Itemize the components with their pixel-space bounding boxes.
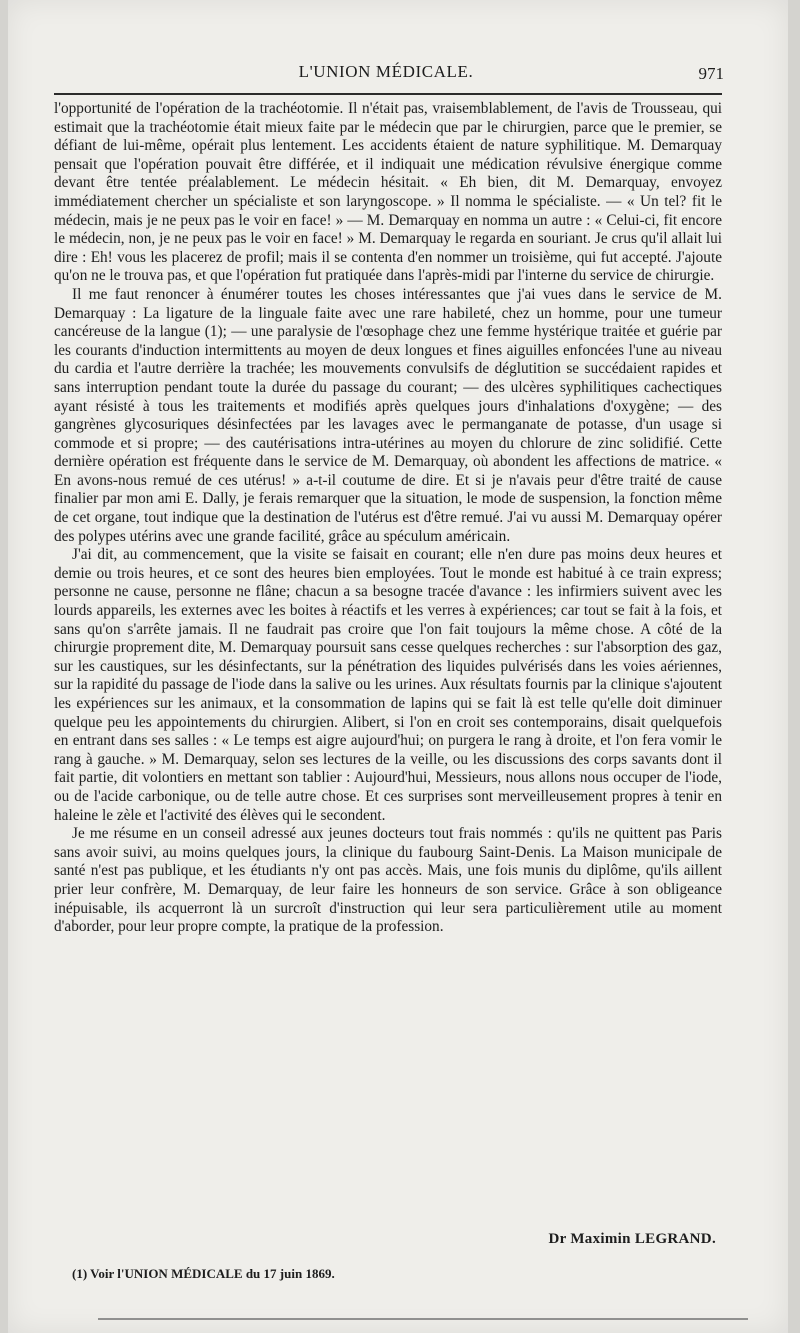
running-title: L'UNION MÉDICALE. [298, 62, 474, 81]
header-rule [54, 93, 722, 95]
article-body [54, 100, 722, 937]
bottom-rule [98, 1318, 748, 1320]
paragraph-1: l'opportunité de l'opération de la trachéotomie. Il n'était pas, vraisemblablement, de l'avis de Trousseau, qui estimait que la trachéotomie était mieux faite par le médecin que par le chirurgien, parce que le premier, se défiant de lui-même, opérait plus lentement. Les accidents étaient de nature syphilitique. M. Demarquay pensait que l'opération pouvait être différée, et il indiquait une médication révulsive énergique comme devant être tentée préalablement. Le médecin hésitait. « Eh bien, dit M. Demarquay, envoyez immédiatement chercher un spécialiste et son laryngoscope. » Il nomma le spécialiste. — « Un tel? fit le médecin, mais je ne peux pas le voir en face! » — M. Demarquay en nomma un autre : « Celui-ci, fit encore le médecin, non, je ne peux pas le voir en face! » M. Demarquay le regarda en souriant. Je crus qu'il allait lui dire : Eh! vous les placerez de profil; mais il se contenta d'en nommer un troisième, qui fut accepté. J'ajoute qu'on ne le trouva pas, et que l'opération fut pratiquée dans l'après-midi par l'interne du service de chirurgie. [54, 100, 722, 285]
page-header [54, 62, 724, 86]
footnote: (1) Voir l'UNION MÉDICALE du 17 juin 1869. [72, 1266, 335, 1281]
paragraph-2: Il me faut renoncer à énumérer toutes les choses intéressantes que j'ai vues dans le service de M. Demarquay : La ligature de la linguale faite avec une rare habileté, chez un homme, pour une tumeur cancéreuse de la langue (1); — une paralysie de l'œsophage chez une femme hystérique traitée et guérie par les courants d'induction intermittents au moyen de deux longues et fines aiguilles enfoncées l'une au niveau du cardia et l'autre derrière la trachée; les mouvements convulsifs de déglutition se succédaient rapides et sans interruption pendant toute la durée du passage du courant; — des ulcères syphilitiques cachectiques ayant résisté à tous les traitements et modifiés après quelques jours d'inhalations d'oxygène; — des gangrènes glycosuriques désinfectées par les lavages avec le permanganate de potasse, d'un usage si commode et si propre; — des cautérisations intra-utérines au moyen du chlorure de zinc solidifié. Cette dernière opération est fréquente dans le service de M. Demarquay, où abondent les affections de matrice. « En avons-nous remué de ces utérus! » a-t-il coutume de dire. Et si je n'avais peur d'être traité de cause finalier par mon ami E. Dally, je ferais remarquer que la situation, le mode de suspension, la fonction même de cet organe, tout indique que la destination de l'utérus est d'être remué. J'ai vu aussi M. Demarquay opérer des polypes utérins avec une grande facilité, grâce au spéculum américain. [54, 285, 722, 545]
paragraph-4: Je me résume en un conseil adressé aux jeunes docteurs tout frais nommés : qu'ils ne quittent pas Paris sans avoir suivi, au moins quelques jours, la clinique du faubourg Saint-Denis. La Maison municipale de santé n'est pas publique, et les étudiants n'y ont pas accès. Mais, une fois munis du diplôme, qu'ils aillent prier leur confrère, M. Demarquay, de leur faire les honneurs de son service. Grâce à son obligeance inépuisable, ils acquerront là un surcroît d'instruction qui leur sera particulièrement utile au moment d'aborder, pour leur propre compte, la pratique de la profession. [54, 825, 722, 936]
paragraph-3: J'ai dit, au commencement, que la visite se faisait en courant; elle n'en dure pas moins deux heures et demie ou trois heures, et ce sont des heures bien employées. Tout le monde est habitué à ce train express; personne ne cause, personne ne flâne; chacun a sa besogne tracée d'avance : les infirmiers suivent avec les lourds appareils, les externes avec les boites à réactifs et les verres à expériences; car tout se fait à la fois, et sans qu'on s'arrête jamais. Il ne faudrait pas croire que l'on fait toujours la même chose. A côté de la chirurgie proprement dite, M. Demarquay poursuit sans cesse quelques recherches : sur l'absorption des gaz, sur les caustiques, sur les désinfectants, sur la pénétration des liquides pulvérisés dans les voies aériennes, sur la rapidité du passage de l'iode dans la salive ou les urines. Aux résultats fournis par la clinique s'ajoutent les expériences sur les animaux, et la consommation de lapins qui se fait là est telle qu'elle doit diminuer quelque peu les appointements du chirurgien. Alibert, si l'on en croit ses contemporains, disait quelquefois en entrant dans ses salles : « Le temps est aigre aujourd'hui; on purgera le rang à droite, et l'on fera vomir le rang à gauche. » M. Demarquay, selon ses lectures de la veille, ou les discussions des corps savants dont il fait partie, dit volontiers en mettant son tablier : Aujourd'hui, Messieurs, nous allons nous occuper de l'iode, ou de l'acide carbonique, ou de telle autre chose. Et ces surprises sont merveilleusement propres à tenir en haleine le zèle et l'activité des élèves qui le secondent. [54, 546, 722, 824]
journal-page [8, 0, 788, 1333]
page-number: 971 [698, 64, 724, 83]
author-signature: Dr Maximin LEGRAND. [548, 1231, 716, 1247]
